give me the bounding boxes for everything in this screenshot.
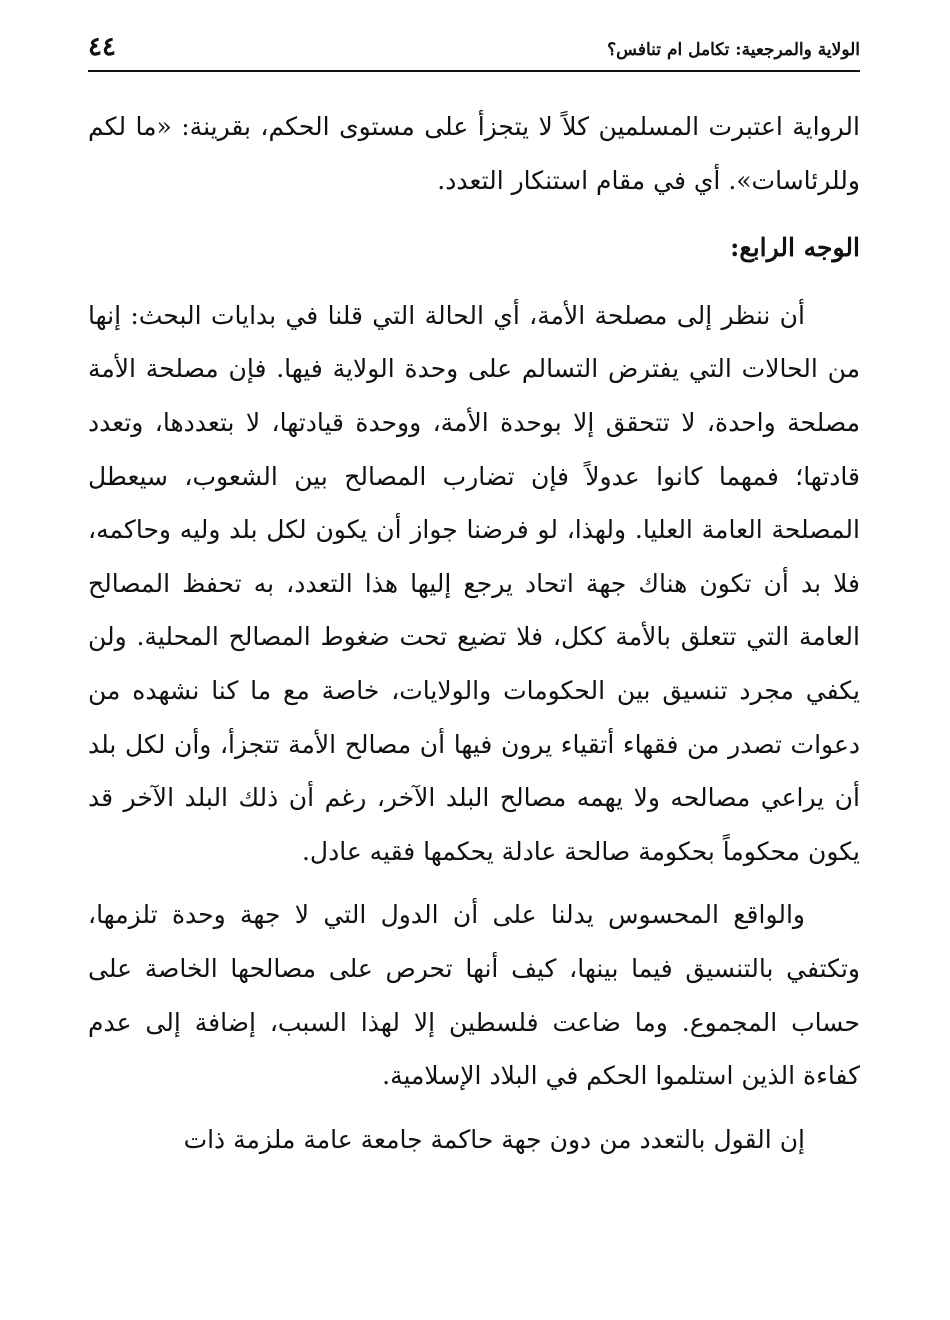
page-number: ٤٤: [88, 32, 116, 62]
page-header: [88, 30, 860, 72]
paragraph: والواقع المحسوس يدلنا على أن الدول التي لا جهة وحدة تلزمها، وتكتفي بالتنسيق فيما بينها، كيف أنها تحرص على مصالحها الخاصة على حساب المجموع. وما ضاعت فلسطين إلا لهذا السبب، إضافة إلى عدم كفاءة الذين استلموا الحكم في البلاد الإسلامية.: [88, 900, 860, 1091]
body-text: [88, 100, 860, 1166]
paragraph: أن ننظر إلى مصلحة الأمة، أي الحالة التي قلنا في بدايات البحث: إنها من الحالات التي يفترض التسالم على وحدة الولاية فيها. فإن مصلحة الأمة مصلحة واحدة، لا تتحقق إلا بوحدة الأمة، ووحدة قيادتها، لا بتعددها، وتعدد قادتها؛ فمهما كانوا عدولاً فإن تضارب المصالح بين الشعوب، سيعطل المصلحة العامة العليا. ولهذا، لو فرضنا جواز أن يكون لكل بلد وليه وحاكمه، فلا بد أن تكون هناك جهة اتحاد يرجع إليها هذا التعدد، به تحفظ المصالح العامة التي تتعلق بالأمة ككل، فلا تضيع تحت ضغوط المصالح المحلية. ولن يكفي مجرد تنسيق بين الحكومات والولايات، خاصة مع ما كنا نشهده من دعوات تصدر من فقهاء أتقياء يرون فيها أن مصالح الأمة تتجزأ، وأن لكل بلد أن يراعي مصالحه ولا يهمه مصالح البلد الآخر، رغم أن ذلك البلد الآخر قد يكون محكوماً بحكومة صالحة عادلة يحكمها فقيه عادل.: [88, 300, 860, 866]
paragraph: إن القول بالتعدد من دون جهة حاكمة جامعة عامة ملزمة ذات: [183, 1124, 805, 1154]
running-title: الولاية والمرجعية: تكامل ام تنافس؟: [607, 40, 860, 60]
paragraph-continuation: الرواية اعتبرت المسلمين كلاً لا يتجزأ على مستوى الحكم، بقرينة: «ما لكم وللرئاسات». أي في مقام استنكار التعدد.: [88, 112, 860, 195]
section-heading: الوجه الرابع:: [730, 233, 860, 263]
